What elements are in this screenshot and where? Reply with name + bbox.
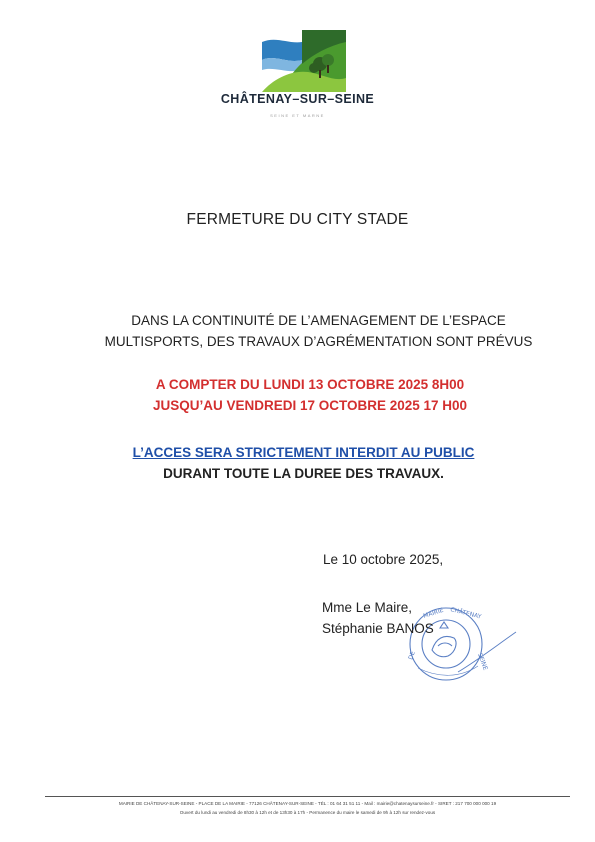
footer-address: MAIRIE DE CHÂTENAY-SUR-SEINE - PLACE DE LA MAIRIE - 77126 CHÂTENAY-SUR-SEINE - TÉL : 01 64 31 51 11 - Mail : mairie@chatenaysurseine.fr - SIRET : 217 700 000 000 19 <box>118 801 497 806</box>
intro-line-2: MULTISPORTS, DES TRAVAUX D’AGRÉMENTATION SONT PRÉVUS <box>104 334 533 349</box>
svg-text:DE: DE <box>407 650 417 661</box>
town-logo <box>262 30 346 92</box>
footer <box>40 799 575 817</box>
access-duration: DURANT TOUTE LA DUREE DES TRAVAUX. <box>163 466 444 481</box>
footer-divider <box>45 796 570 797</box>
access-notice <box>0 442 595 484</box>
signature-date: Le 10 octobre 2025, <box>323 552 444 567</box>
town-tagline: SEINE ET MARNE <box>270 113 325 118</box>
footer-hours: Ouvert du lundi au vendredi de 8h30 à 12h et de 13h30 à 17h - Permanence du maire le samedi de 9h à 12h sur rendez-vous <box>179 810 436 815</box>
intro-line-1: DANS LA CONTINUITÉ DE L’AMENAGEMENT DE L’ESPACE <box>131 313 506 328</box>
svg-text:SEINE: SEINE <box>476 652 489 672</box>
signature-role: Mme Le Maire, <box>322 600 413 615</box>
access-restriction: L’ACCES SERA STRICTEMENT INTERDIT AU PUBLIC <box>132 445 475 460</box>
date-from: A COMPTER DU LUNDI 13 OCTOBRE 2025 8H00 <box>155 377 465 392</box>
svg-text:MAIRIE: MAIRIE <box>422 606 445 620</box>
signature-block <box>322 597 434 639</box>
closure-dates <box>0 374 595 416</box>
svg-text:CHÂTENAY: CHÂTENAY <box>449 606 482 621</box>
notice-intro <box>0 310 595 352</box>
notice-title: FERMETURE DU CITY STADE <box>186 211 409 228</box>
signature-name: Stéphanie BANOS <box>322 621 434 636</box>
date-to: JUSQU’AU VENDREDI 17 OCTOBRE 2025 17 H00 <box>152 398 468 413</box>
town-name: CHÂTENAY–SUR–SEINE <box>220 92 375 106</box>
